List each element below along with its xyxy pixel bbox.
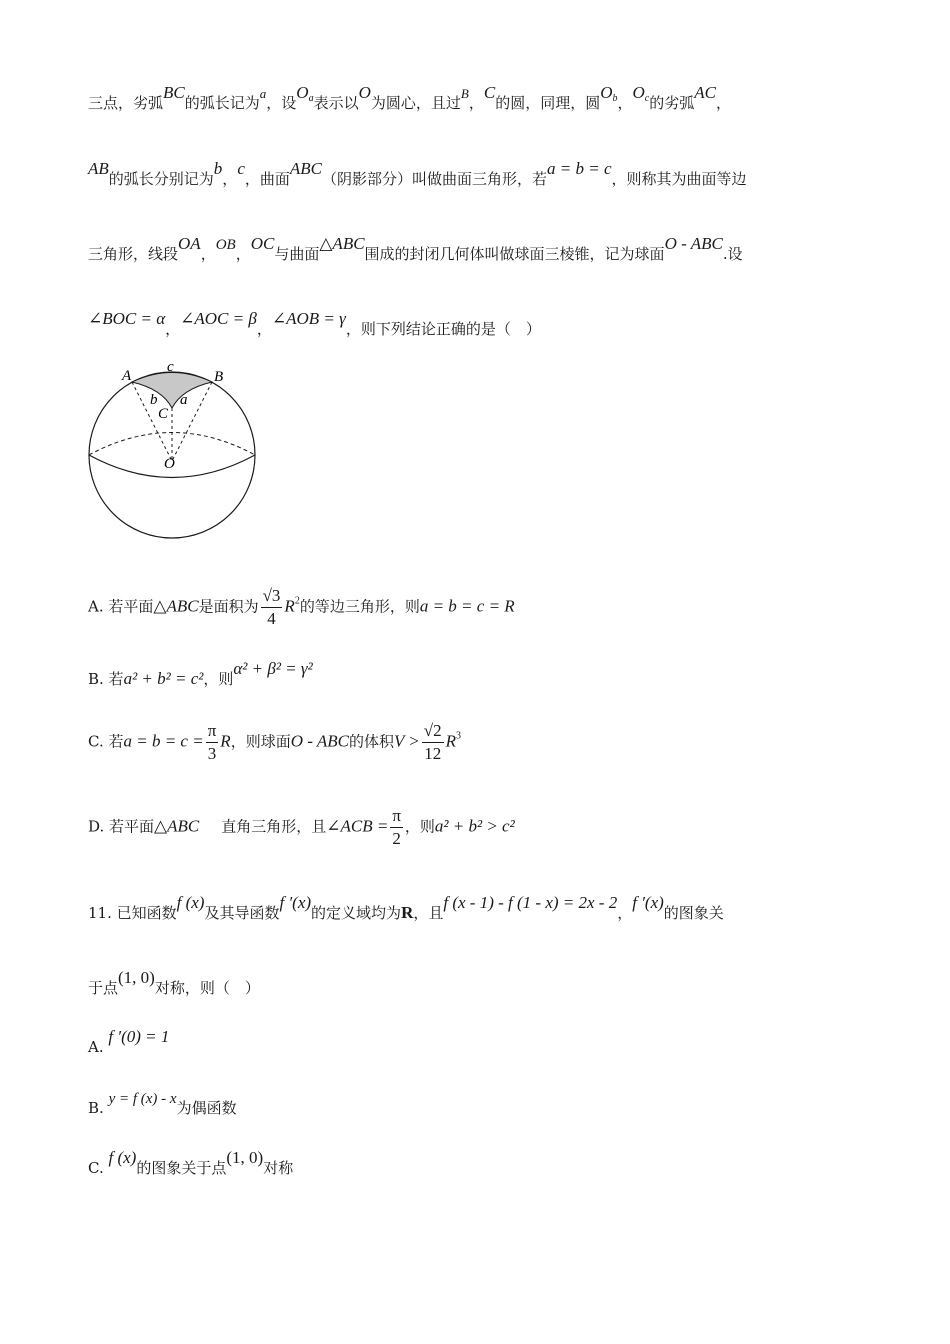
math-ac: AC [694, 83, 716, 102]
math-conclusion: a² + b² > c² [434, 816, 515, 836]
text: 的图象关于点 [136, 1159, 227, 1177]
math-bc: BC [163, 83, 185, 102]
text: 三点，劣弧 [88, 94, 164, 112]
math-expression: y = f (x) - x [108, 1091, 177, 1107]
text: .设 [722, 245, 743, 263]
math-sub-a: a [308, 93, 314, 104]
option-letter: A. [88, 1038, 104, 1056]
text: ，则称其为曲面等边 [611, 170, 747, 188]
label-arc-a: a [180, 392, 188, 408]
fraction [261, 585, 283, 630]
text: 的弧长分别记为 [108, 170, 214, 188]
text: 的定义域均为 [311, 904, 402, 922]
fraction-numerator: π [206, 720, 219, 743]
text: 的劣弧 [649, 94, 695, 112]
text: 三角形，线段 [88, 245, 179, 263]
math-a: a [259, 86, 267, 101]
question-number-text: 11. 已知函数 [88, 904, 177, 922]
math-condition: a = b = c = [123, 731, 204, 751]
text: 的弧长记为 [184, 94, 260, 112]
math-c: c [237, 159, 245, 178]
text: C. 若 [88, 732, 124, 751]
paragraph-line-4 [88, 309, 878, 339]
math-r: R [284, 596, 295, 616]
math-real-set: R [401, 903, 414, 922]
exponent: 2 [294, 595, 300, 607]
math-o-abc: O - ABC [290, 731, 349, 751]
math-o-abc: O - ABC [664, 234, 723, 253]
math-tri-abc: △ABC [319, 234, 365, 253]
fraction-denominator: 4 [267, 609, 276, 628]
math-condition: a² + b² = c² [123, 669, 204, 688]
option-10-d [88, 805, 878, 850]
text: 对称 [263, 1159, 294, 1177]
text: ， [235, 245, 251, 263]
paragraph-line-1 [88, 83, 878, 114]
text: 与曲面 [274, 245, 320, 263]
label-a-point: A [122, 368, 132, 384]
text: ，且 [413, 904, 444, 922]
option-11-c [88, 1148, 878, 1178]
math-ob: OB [215, 237, 236, 253]
math-angle-acb: ∠ACB = [326, 816, 389, 836]
math-o: O [358, 83, 371, 102]
math-o: O [296, 83, 309, 102]
text: 的体积 [348, 732, 394, 751]
math-b: B [460, 86, 469, 101]
fraction-denominator: 3 [207, 744, 217, 763]
text: 于点 [88, 979, 119, 997]
option-letter: B. [88, 1099, 104, 1117]
math-b: b [213, 159, 223, 178]
math-r: R [445, 731, 457, 751]
text: 为圆心，且过 [370, 94, 461, 112]
text: ，设 [266, 94, 297, 112]
text: 及其导函数 [204, 904, 280, 922]
text: A. 若平面 [88, 597, 154, 616]
fraction-numerator: √3 [261, 585, 283, 608]
math-functional-equation: f (x - 1) - f (1 - x) = 2x - 2 [443, 893, 618, 912]
option-11-b [88, 1091, 878, 1118]
label-arc-b: b [150, 392, 158, 408]
text: ， [715, 94, 731, 112]
paragraph-line-3 [88, 234, 878, 264]
math-o: O [600, 83, 613, 102]
label-c-point: C [158, 406, 169, 422]
text: （阴影部分）叫做曲面三角形，若 [321, 170, 547, 188]
math-angle-aob: ∠AOB = γ [271, 309, 346, 328]
math-equation: a = b = c = R [419, 596, 515, 616]
text: 表示以 [313, 94, 359, 112]
text: 围成的封闭几何体叫做球面三棱锥，记为球面 [364, 245, 665, 263]
text: ， [617, 904, 633, 922]
math-tri-abc: △ABC [154, 816, 200, 836]
text: B. 若 [88, 670, 124, 688]
math-angle-boc: ∠BOC = α [88, 309, 166, 328]
math-ab: AB [88, 159, 109, 178]
text: ，则下列结论正确的是（ ） [345, 320, 541, 338]
math-fprime-x: f ′(x) [279, 893, 312, 912]
math-fx: f (x) [108, 1148, 137, 1167]
math-c: C [483, 83, 496, 102]
text: ，曲面 [244, 170, 290, 188]
math-point: (1, 0) [226, 1148, 264, 1167]
text: ， [468, 94, 484, 112]
question-11-line-2 [88, 968, 878, 998]
math-r: R [220, 731, 231, 751]
fraction-denominator: 12 [424, 744, 442, 763]
math-a-eq-b-eq-c: a = b = c [547, 159, 612, 178]
text: ，则 [404, 817, 435, 836]
text: ， [200, 245, 216, 263]
text: 直角三角形，且 [221, 817, 327, 836]
math-expression: f ′(0) = 1 [108, 1027, 170, 1046]
math-fprime-x: f ′(x) [632, 893, 664, 912]
math-sub-c: c [644, 93, 650, 104]
math-abc: ABC [289, 159, 322, 178]
math-point: (1, 0) [118, 968, 155, 987]
text: 的等边三角形，则 [299, 597, 420, 616]
math-fx: f (x) [176, 893, 205, 912]
text: D. 若平面 [88, 817, 155, 836]
option-10-b [88, 659, 878, 689]
text: ， [165, 320, 181, 338]
text: ， [256, 320, 272, 338]
question-11-line-1 [88, 893, 878, 923]
math-conclusion: α² + β² = γ² [233, 659, 313, 678]
curved-triangle-abc [132, 373, 212, 409]
fraction-numerator: π [390, 805, 403, 828]
option-10-a [88, 585, 878, 630]
label-b-point: B [214, 369, 224, 385]
math-oc: OC [250, 234, 275, 253]
label-arc-c: c [167, 359, 174, 375]
text: 的图象关 [663, 904, 724, 922]
label-o-center: O [164, 456, 175, 472]
text: ， [222, 170, 238, 188]
text: ，则球面 [230, 732, 291, 751]
option-letter: C. [88, 1159, 104, 1177]
math-tri-abc: △ABC [153, 596, 199, 616]
exponent: 3 [456, 730, 462, 742]
text: ，则 [203, 670, 234, 688]
fraction-numerator: √2 [422, 720, 444, 743]
text: ， [617, 94, 633, 112]
math-angle-aoc: ∠AOC = β [180, 309, 257, 328]
text: 是面积为 [198, 597, 259, 616]
sphere-figure [80, 355, 270, 545]
fraction [390, 805, 403, 850]
fraction [206, 720, 219, 765]
option-11-a [88, 1027, 878, 1057]
paragraph-line-2 [88, 159, 878, 189]
text: 对称，则（ ） [154, 979, 260, 997]
math-sub-b: b [612, 93, 618, 104]
math-oa: OA [178, 234, 201, 253]
fraction-denominator: 2 [392, 829, 401, 848]
text: 的圆，同理，圆 [495, 94, 601, 112]
math-v: V > [393, 731, 420, 751]
math-o: O [632, 83, 645, 102]
option-10-c [88, 720, 878, 765]
text: 为偶函数 [176, 1099, 237, 1117]
fraction [422, 720, 444, 765]
